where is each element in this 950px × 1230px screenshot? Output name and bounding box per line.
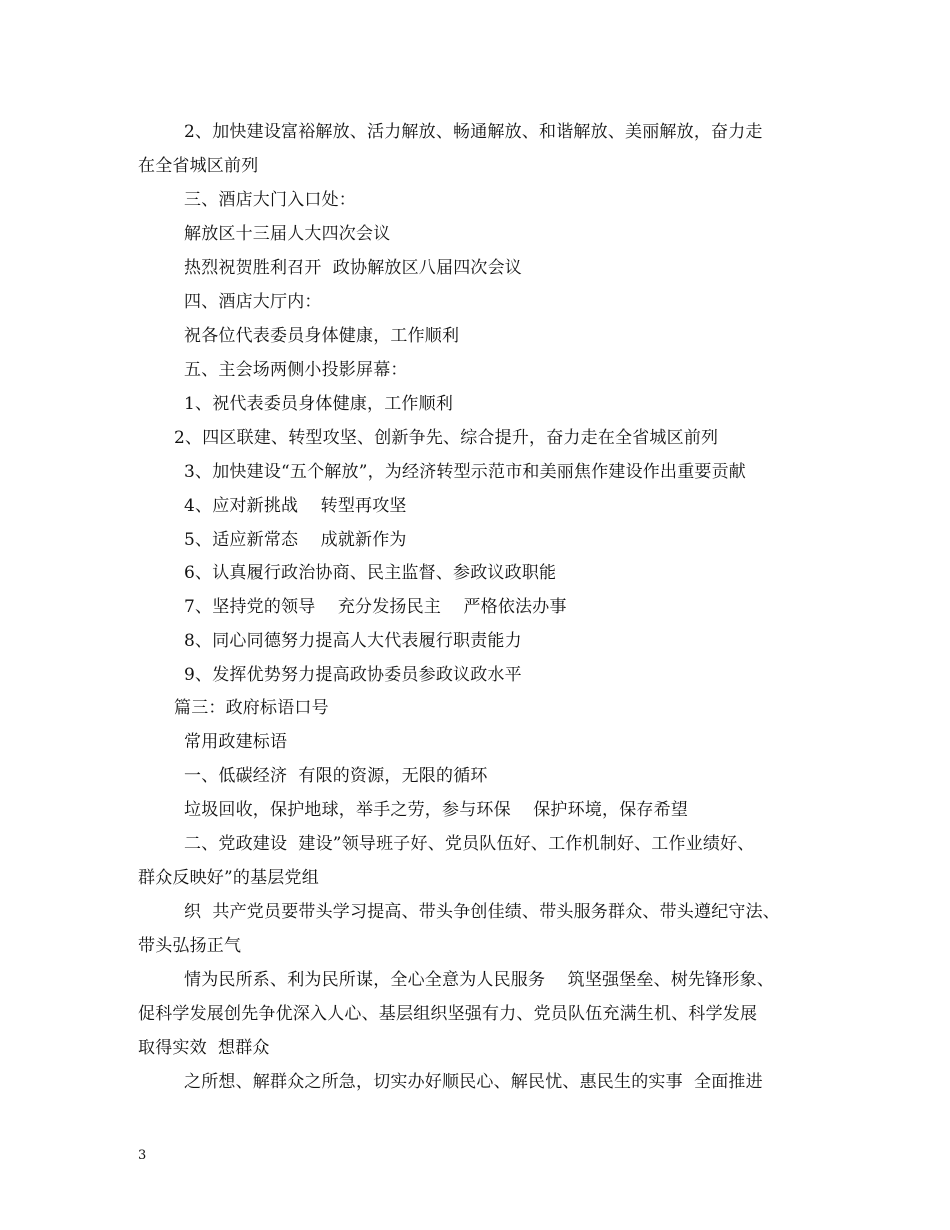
text-line: 1、祝代表委员身体健康，工作顺利 <box>184 394 454 414</box>
text-line: 常用政建标语 <box>184 732 288 752</box>
text-line: 祝各位代表委员身体健康，工作顺利 <box>184 326 460 346</box>
text-line: 热烈祝贺胜利召开 政协解放区八届四次会议 <box>184 258 523 278</box>
text-line: 取得实效 想群众 <box>138 1038 270 1058</box>
text-line: 五、主会场两侧小投影屏幕： <box>184 360 408 380</box>
text-line: 8、同心同德努力提高人大代表履行职责能力 <box>184 631 522 651</box>
text-line: 5、适应新常态 成就新作为 <box>184 530 407 550</box>
text-line: 7、坚持党的领导 充分发扬民主 严格依法办事 <box>184 597 567 617</box>
text-line: 2、四区联建、转型攻坚、创新争先、综合提升，奋力走在全省城区前列 <box>174 428 719 448</box>
text-line: 二、党政建设 建设”领导班子好、党员队伍好、工作机制好、工作业绩好、 <box>184 834 755 854</box>
text-line: 四、酒店大厅内： <box>184 292 322 312</box>
text-line: 情为民所系、利为民所谋，全心全意为人民服务 筑坚强堡垒、树先锋形象、 <box>184 970 775 990</box>
text-line: 三、酒店大门入口处： <box>184 190 356 210</box>
text-line: 垃圾回收，保护地球，举手之劳，参与环保 保护环境，保存希望 <box>184 800 689 820</box>
text-line: 9、发挥优势努力提高政协委员参政议政水平 <box>184 665 522 685</box>
text-line: 一、低碳经济 有限的资源，无限的循环 <box>184 766 488 786</box>
text-line: 带头弘扬正气 <box>138 936 242 956</box>
text-line: 6、认真履行政治协商、民主监督、参政议政职能 <box>184 563 557 583</box>
text-line: 3、加快建设“五个解放”，为经济转型示范市和美丽焦作建设作出重要贡献 <box>184 462 746 482</box>
text-line: 解放区十三届人大四次会议 <box>184 224 391 244</box>
text-line: 2、加快建设富裕解放、活力解放、畅通解放、和谐解放、美丽解放，奋力走 <box>184 122 763 142</box>
text-line: 在全省城区前列 <box>138 156 259 176</box>
text-line: 之所想、解群众之所急，切实办好顺民心、解民忧、惠民生的实事 全面推进 <box>184 1072 763 1092</box>
page-number: 3 <box>138 1148 147 1163</box>
text-line: 促科学发展创先争优深入人心、基层组织坚强有力、党员队伍充满生机、科学发展 <box>138 1004 758 1024</box>
section-heading: 篇三：政府标语口号 <box>174 698 329 718</box>
text-line: 群众反映好”的基层党组 <box>138 868 319 888</box>
text-line: 4、应对新挑战 转型再攻坚 <box>184 496 407 516</box>
text-line: 织 共产党员要带头学习提高、带头争创佳绩、带头服务群众、带头遵纪守法、 <box>184 902 781 922</box>
